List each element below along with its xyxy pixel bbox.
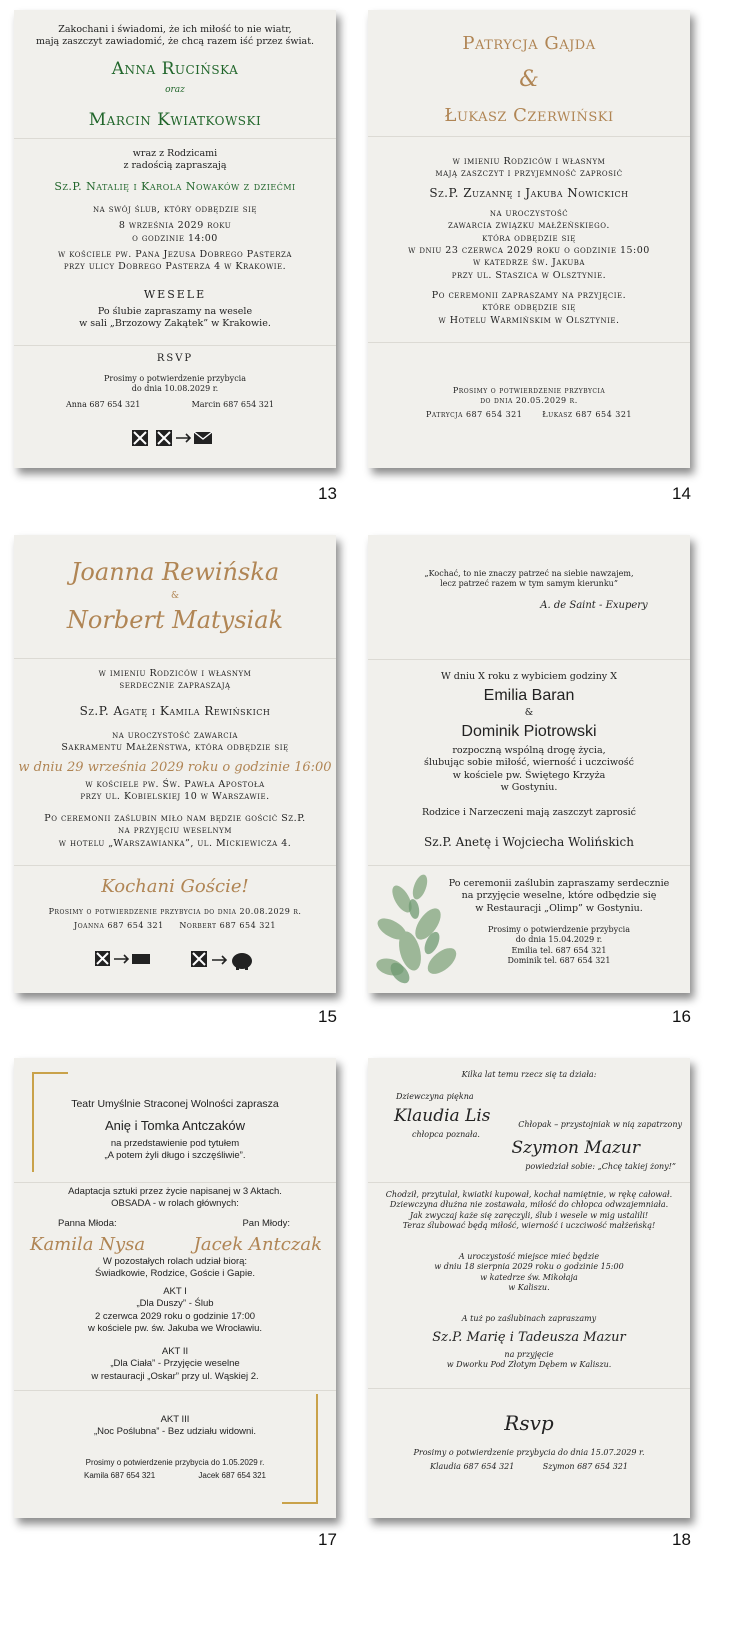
intro-text: Zakochani i świadomi, że ich miłość to nie wiatr, mają zaszczyt zawiadomić, że chcą razem iść przez świat.: [35, 24, 315, 48]
parents-text: Rodzice i Narzeczeni mają zaszczyt zaprosić: [422, 807, 636, 818]
fold-line: [368, 1388, 690, 1389]
with-parents: wraz z Rodzicami z radością zapraszają: [123, 148, 227, 172]
contact-left: Kamila 687 654 321: [84, 1471, 156, 1480]
fold-line: [368, 659, 690, 660]
piggy-bank-icon: [190, 949, 256, 971]
groom-name: Jacek Antczak: [193, 1234, 322, 1255]
contact-row: [430, 1462, 628, 1471]
invite-lines: w imieniu Rodziców i własnym mają zaszczyt i przyjemność zaprosić: [435, 156, 623, 180]
fold-line: [14, 865, 336, 866]
card-number-15: 15: [318, 1007, 337, 1026]
groom-name: Norbert Matysiak: [66, 606, 284, 634]
closing-title: Kochani Goście!: [101, 876, 249, 897]
bride-name: Kamila Nysa: [30, 1234, 146, 1255]
fold-line: [14, 138, 336, 139]
girl-intro: Dziewczyna piękna: [396, 1092, 474, 1101]
supporting-cast: W pozostałych rolach udział biorą: Świadkowie, Rodzice, Goście i Gapie.: [95, 1256, 255, 1280]
act-two: AKT II „Dla Ciała” - Przyjęcie weselne w restauracji „Oskar” przy ul. Wąskiej 2.: [91, 1346, 259, 1382]
story-text: Chodził, przytulał, kwiatki kupował, kochał namiętnie, w rękę całował. Dziewczyna dłużna nie zostawała, miłość do chłopca odwzajemniała. Jak zwyczaj każe się zaręczyli, ślub i wesele w mig ustalili! Teraz ślubować będą miłość, wierność i uczciwość małżeńską!: [385, 1190, 673, 1231]
card-number-13: 13: [318, 484, 337, 503]
intro-text: Teatr Umyślnie Straconej Wolności zaprasza: [71, 1098, 279, 1110]
groom-name: Dominik Piotrowski: [461, 723, 597, 740]
groom-name: Szymon Mazur: [511, 1138, 640, 1158]
gold-corner-top: [32, 1072, 68, 1074]
contact-right: Norbert 687 654 321: [179, 921, 276, 930]
contact-left: Joanna 687 654 321: [74, 921, 164, 930]
contact-right: Jacek 687 654 321: [198, 1471, 266, 1480]
ampersand: &: [519, 67, 539, 92]
ceremony-details: na swój ślub, który odbędzie się 8 września 2029 roku o godzinie 14:00 w kościele pw. Pana Jezusa Dobrego Pasterza przy ulicy Dobrego Pasterza 4 w Krakowie.: [58, 204, 292, 273]
card-number-18: 18: [672, 1530, 691, 1549]
quote-author: A. de Saint - Exupery: [540, 600, 648, 611]
rsvp-text: Prosimy o potwierdzenie przybycia do dnia 15.04.2029 r. Emilia tel. 687 654 321 Dominik tel. 687 654 321: [488, 925, 630, 966]
rsvp-title: RSVP: [156, 353, 194, 364]
contact-left: Patrycja 687 654 321: [426, 410, 523, 419]
contact-right: Łukasz 687 654 321: [542, 410, 632, 419]
role-groom: Pan Młody:: [242, 1218, 290, 1229]
groom-name: Łukasz Czerwiński: [444, 105, 614, 126]
contact-left: Klaudia 687 654 321: [430, 1462, 515, 1471]
ceremony-details: A uroczystość miejsce mieć będzie w dniu 18 sierpnia 2029 roku o godzinie 15:00 w katedrze św. Mikołaja w Kaliszu.: [434, 1252, 624, 1293]
card-number-16: 16: [672, 1007, 691, 1026]
act-one: AKT I „Dla Duszy” - Ślub 2 czerwca 2029 roku o godzinie 17:00 w kościele pw. św. Jakuba we Wrocławiu.: [87, 1286, 263, 1335]
intro-text: W dniu X roku z wybiciem godziny X: [441, 671, 617, 682]
oraz-text: oraz: [165, 85, 185, 95]
card-number-17: 17: [318, 1530, 337, 1549]
ampersand: &: [524, 707, 534, 718]
adaptation-text: Adaptacja sztuki przez życie napisanej w 3 Aktach. OBSADA - w rolach głównych:: [68, 1186, 282, 1210]
guest-names: Sz.P. Marię i Tadeusza Mazur: [432, 1330, 626, 1345]
fold-line: [14, 1182, 336, 1183]
contact-right: Szymon 687 654 321: [542, 1462, 628, 1471]
fold-line: [368, 1182, 690, 1183]
vows-text: rozpoczną wspólną drogę życia, ślubując sobie miłość, wierność i uczciwość w kościele pw. Świętego Krzyża w Gostyniu.: [424, 745, 634, 794]
contact-left: Anna 687 654 321: [66, 400, 141, 409]
ceremony-intro: na uroczystość zawarcia Sakramentu Małżeństwa, która odbędzie się: [61, 730, 289, 754]
quote-text: „Kochać, to nie znaczy patrzeć na siebie nawzajem, lecz patrzeć razem w tym samym kierunku”: [424, 569, 634, 589]
invitation-card-17[interactable]: [14, 1058, 336, 1518]
bride-name: Joanna Rewińska: [70, 558, 280, 586]
contact-row: [74, 921, 276, 930]
ceremony-place: w kościele pw. Św. Pawła Apostoła przy ul. Kobielskiej 10 w Warszawie.: [80, 779, 270, 803]
rsvp-icons: [14, 427, 336, 453]
fold-line: [368, 342, 690, 343]
bride-name: Patrycja Gajda: [462, 33, 596, 54]
rsvp-text: Prosimy o potwierdzenie przybycia do dnia 10.08.2029 r.: [104, 374, 246, 394]
rsvp-mail-icons: [130, 427, 220, 449]
play-title: na przedstawienie pod tytułem „A potem żyli długo i szczęśliwie”.: [104, 1138, 246, 1162]
wesele-text: Po ślubie zapraszamy na wesele w sali „Brzozowy Zakątek” w Krakowie.: [79, 306, 271, 330]
guest-names: Sz.P. Natalię i Karola Nowaków z dziećmi: [54, 180, 296, 193]
fold-line: [368, 136, 690, 137]
boy-outro: powiedział sobie: „Chcę takiej żony!”: [525, 1162, 676, 1171]
guest-names: Anię i Tomka Antczaków: [105, 1118, 245, 1133]
reception-details: Po ceremonii zaślubin miło nam będzie gościć Sz.P. na przyjęciu weselnym w hotelu „Warszawianka”, ul. Mickiewicza 4.: [44, 813, 306, 849]
rsvp-title: Rsvp: [504, 1411, 554, 1435]
ceremony-details: na uroczystość zawarcia związku małżeńskiego. która odbędzie się w dniu 23 czerwca 2029 roku o godzinie 15:00 w katedrze św. Jakuba przy ul. Staszica w Olsztynie.: [408, 208, 650, 281]
names-row: [30, 1234, 322, 1255]
guest-names: Sz.P. Anetę i Wojciecha Wolińskich: [424, 835, 634, 849]
invitation-card-18[interactable]: [368, 1058, 690, 1518]
invitation-card-13[interactable]: [14, 10, 336, 468]
bride-name: Emilia Baran: [483, 687, 575, 704]
ceremony-date: w dniu 29 września 2029 roku o godzinie 16:00: [18, 760, 332, 775]
intro-text: Kilka lat temu rzecz się ta działa:: [461, 1070, 597, 1079]
fold-line: [14, 345, 336, 346]
invite-lines: w imieniu Rodziców i własnym serdecznie zapraszają: [98, 668, 252, 692]
contact-row: [84, 1471, 266, 1480]
contact-row: [66, 400, 274, 409]
wesele-title: WESELE: [143, 288, 207, 301]
reception-details: Po ceremonii zaślubin zapraszamy serdecznie na przyjęcie weselne, które odbędzie się w Restauracji „Olimp” w Gostyniu.: [448, 878, 670, 914]
rsvp-text: Prosimy o potwierdzenie przybycia do dnia 20.08.2029 r.: [48, 907, 302, 916]
rsvp-icons-left: [94, 949, 154, 973]
gold-corner-right: [316, 1394, 318, 1504]
bride-name: Anna Rucińska: [111, 59, 239, 79]
invitation-card-14[interactable]: [368, 10, 690, 468]
rsvp-text: Prosimy o potwierdzenie przybycia do dnia 15.07.2029 r.: [413, 1448, 645, 1457]
act-three: AKT III „Noc Poślubna” - Bez udziału widowni.: [93, 1414, 257, 1438]
guest-names: Sz.P. Agatę i Kamila Rewińskich: [79, 704, 271, 718]
envelope-arrow-icon: [94, 949, 154, 969]
fold-line: [14, 658, 336, 659]
fold-line: [368, 865, 690, 866]
rsvp-text: Prosimy o potwierdzenie przybycia do dnia 20.05.2029 r.: [452, 386, 606, 406]
reception-details: na przyjęcie w Dworku Pod Złotym Dębem w Kaliszu.: [446, 1350, 612, 1370]
ampersand: &: [170, 591, 179, 601]
roles-row: [58, 1218, 290, 1229]
invitation-card-16[interactable]: [368, 535, 690, 993]
reception-details: Po ceremonii zapraszamy na przyjęcie. które odbędzie się w Hotelu Warmińskim w Olsztynie.: [431, 290, 627, 326]
guest-names: Sz.P. Zuzannę i Jakuba Nowickich: [429, 186, 629, 200]
girl-outro: chłopca poznała.: [412, 1130, 480, 1139]
invite-text: A tuż po zaślubinach zapraszamy: [461, 1314, 597, 1323]
fold-line: [14, 1390, 336, 1391]
contact-right: Marcin 687 654 321: [191, 400, 274, 409]
contact-row: [426, 410, 632, 419]
groom-name: Marcin Kwiatkowski: [88, 110, 262, 130]
gold-corner-bottom: [282, 1502, 318, 1504]
role-bride: Panna Młoda:: [58, 1218, 117, 1229]
rsvp-icons-right: [190, 949, 256, 975]
card-number-14: 14: [672, 484, 691, 503]
rsvp-text: Prosimy o potwierdzenie przybycia do 1.05.2029 r.: [85, 1458, 265, 1467]
invitation-card-15[interactable]: [14, 535, 336, 993]
boy-intro: Chłopak – przystojniak w nią zapatrzony: [518, 1120, 682, 1129]
bride-name: Klaudia Lis: [394, 1106, 491, 1126]
